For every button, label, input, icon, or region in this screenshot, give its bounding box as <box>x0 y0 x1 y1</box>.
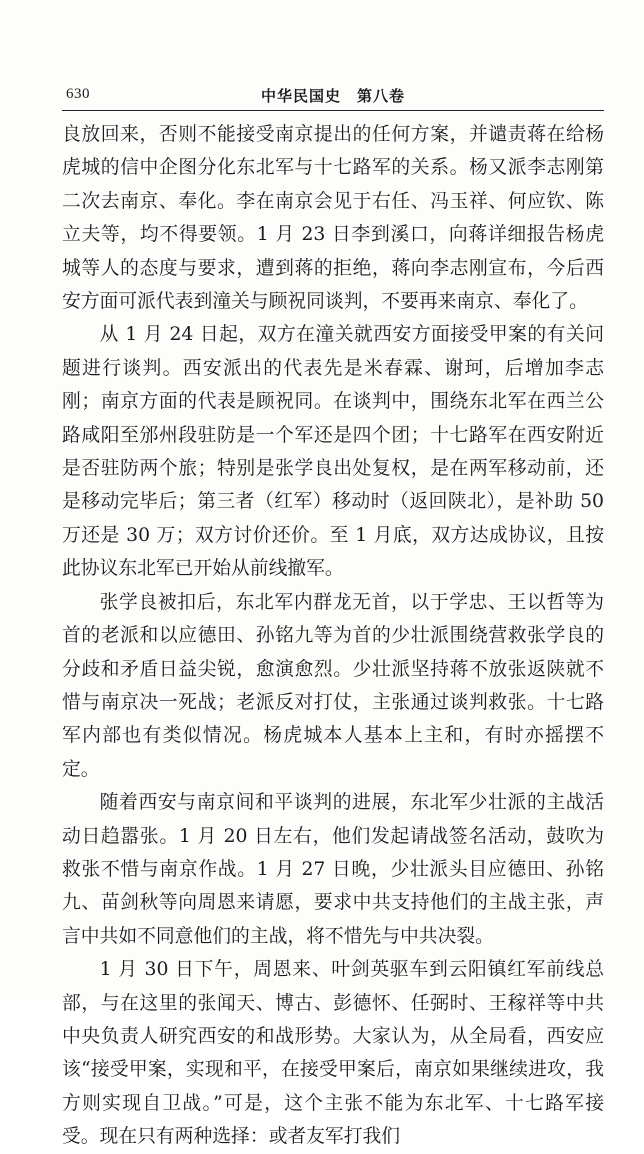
page-number: 630 <box>66 86 90 102</box>
paragraph-3: 张学良被扣后，东北军内群龙无首，以于学忠、王以哲等为首的老派和以应德田、孙铭九等为首的少壮派围绕营救张学良的分歧和矛盾日益尖锐，愈演愈烈。少壮派坚持蒋不放张返陕就不惜与南京决一死战；老派反对打仗，主张通过谈判救张。十七路军内部也有类似情况。杨虎城本人基本上主和，有时亦摇摆不定。 <box>62 591 604 780</box>
paragraph-2: 从 1 月 24 日起，双方在潼关就西安方面接受甲案的有关问题进行谈判。西安派出的代表先是米春霖、谢珂，后增加李志刚；南京方面的代表是顾祝同。在谈判中，围绕东北军在西兰公路咸阳至邠州段驻防是一个军还是四个团；十七路军在西安附近是否驻防两个旅；特别是张学良出处复权，是在两军移动前，还是移动完毕后；第三者（红军）移动时（返回陕北），是补助 50 万还是 30 万；双方讨价还价。至 1 月底，双方达成协议，且按此协议东北军已开始从前线撤军。 <box>62 324 604 580</box>
body-text <box>62 118 604 1154</box>
paragraph-5: 1 月 30 日下午，周恩来、叶剑英驱车到云阳镇红军前线总部，与在这里的张闻天、博古、彭德怀、任弼时、王稼祥等中共中央负责人研究西安的和战形势。大家认为，从全局看，西安应该“接受甲案，实现和平，在接受甲案后，南京如果继续进攻，我方则实现自卫战。”可是，这个主张不能为东北军、十七路军接受。现在只有两种选择：或者友军打我们 <box>62 959 604 1148</box>
paragraph-4: 随着西安与南京间和平谈判的进展，东北军少壮派的主战活动日趋嚣张。1 月 20 日左右，他们发起请战签名活动，鼓吹为救张不惜与南京作战。1 月 27 日晚，少壮派头目应德田、孙铭九、苗剑秋等向周恩来请愿，要求中共支持他们的主战主张，声言中共如不同意他们的主战，将不惜先与中共决裂。 <box>62 792 604 947</box>
page-header <box>62 84 604 111</box>
running-title: 中华民国史 第八卷 <box>260 87 405 105</box>
paragraph-1: 良放回来，否则不能接受南京提出的任何方案，并谴责蒋在给杨虎城的信中企图分化东北军与十七路军的关系。杨又派李志刚第二次去南京、奉化。李在南京会见于右任、冯玉祥、何应钦、陈立夫等，均不得要领。1 月 23 日李到溪口，向蒋详细报告杨虎城等人的态度与要求，遭到蒋的拒绝，蒋向李志刚宣布，今后西安方面可派代表到潼关与顾祝同谈判，不要再来南京、奉化了。 <box>62 124 604 313</box>
